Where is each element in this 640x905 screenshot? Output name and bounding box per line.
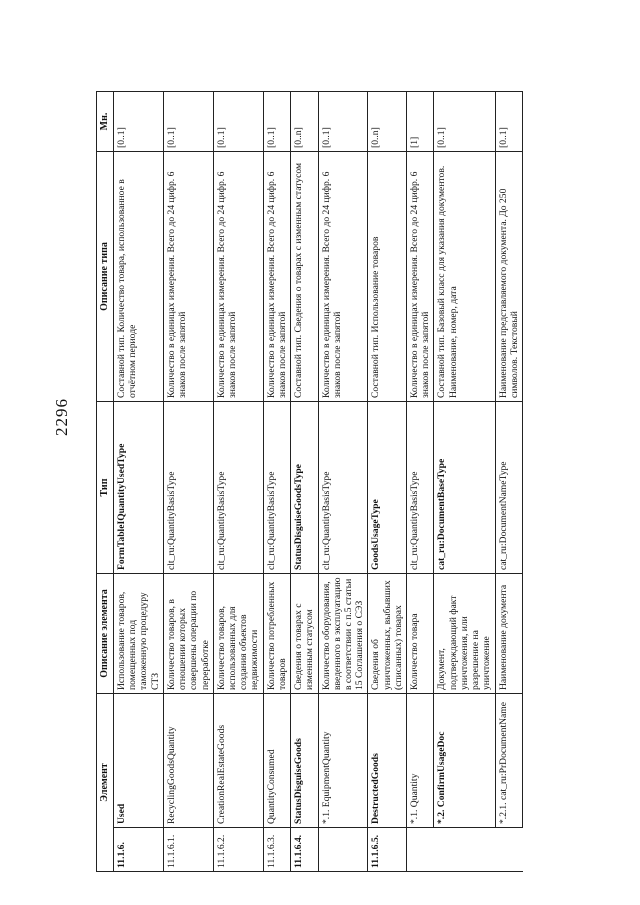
row-mult: [0..n] xyxy=(368,92,407,152)
row-mult: [0..1] xyxy=(263,92,290,152)
row-mult: [0..1] xyxy=(114,92,164,152)
row-element-desc: Документ, подтверждающий факт уничтожения, или разрешение на уничтожение xyxy=(434,574,495,694)
row-number: 11.1.6.4. xyxy=(291,828,318,872)
row-number: 11.1.6.2. xyxy=(213,828,263,872)
row-element-desc: Количество потребленных товаров xyxy=(263,574,290,694)
row-type-desc: Составной тип. Сведения о товарах с изменным статусом xyxy=(291,152,318,402)
row-type: cat_ru:DocumentNameType xyxy=(495,402,522,574)
row-number: 11.1.6. xyxy=(114,828,164,872)
row-type-desc: Количество в единицах измерения. Всего до 24 цифр. 6 знаков после запятой xyxy=(263,152,290,402)
table-row xyxy=(495,92,522,872)
row-type: StatusDisguiseGoodsType xyxy=(291,402,318,574)
row-type-desc: Количество в единицах измерения. Всего до 24 цифр. 6 знаков после запятой xyxy=(163,152,213,402)
rotated-table-container xyxy=(96,92,574,872)
row-type: clt_ru:QuantityBasisType xyxy=(163,402,213,574)
row-type-desc: Количество в единицах измерения. Всего до 24 цифр. 6 знаков после запятой xyxy=(318,152,368,402)
row-type-desc: Количество в единицах измерения. Всего до 24 цифр. 6 знаков после запятой xyxy=(213,152,263,402)
row-type: clt_ru:QuantityBasisType xyxy=(213,402,263,574)
row-type: GoodsUsageType xyxy=(368,402,407,574)
header-type: Тип xyxy=(97,402,114,574)
row-element: StatusDisguiseGoods xyxy=(291,694,318,828)
header-mult: Мн. xyxy=(97,92,114,152)
page-number: 2296 xyxy=(52,398,71,436)
row-type-desc: Составной тип. Использование товаров xyxy=(368,152,407,402)
row-element-desc: Сведения об уничтоженных, выбывших (списанных) товарах xyxy=(368,574,407,694)
row-type-desc: Составной тип. Количество товара, использованное в отчётном периоде xyxy=(114,152,164,402)
row-mult: [0..1] xyxy=(318,92,368,152)
table-row xyxy=(163,92,213,872)
table-row xyxy=(368,92,407,872)
row-element: RecyclingGoodsQuantity xyxy=(163,694,213,828)
table-row xyxy=(114,92,164,872)
row-element-desc: Количество оборудования, введенного в эксплуатацию в соответствии с п.5 статьи 15 Соглашения о СЭЗ xyxy=(318,574,368,694)
row-number: 11.1.6.3. xyxy=(263,828,290,872)
row-element-desc: Количество товаров, использованных для создания объектов недвижимости xyxy=(213,574,263,694)
element-table xyxy=(96,91,523,872)
row-element-desc: Наименование документа xyxy=(495,574,522,694)
row-element: Used xyxy=(114,694,164,828)
table-row xyxy=(318,92,368,872)
table-row xyxy=(291,92,318,872)
row-type-desc: Количество в единицах измерения. Всего до 24 цифр. 6 знаков после запятой xyxy=(407,152,434,402)
row-number xyxy=(318,828,368,872)
table-row xyxy=(434,92,495,872)
row-number xyxy=(434,828,495,872)
row-element: CreationRealEstateGoods xyxy=(213,694,263,828)
row-type: cat_ru:DocumentBaseType xyxy=(434,402,495,574)
row-number: 11.1.6.5. xyxy=(368,828,407,872)
row-type: clt_ru:QuantityBasisType xyxy=(407,402,434,574)
table-row xyxy=(407,92,434,872)
row-element: *.2.1. cat_ru:PrDocumentName xyxy=(495,694,522,828)
row-element-desc: Количество товара xyxy=(407,574,434,694)
row-element: QuantityConsumed xyxy=(263,694,290,828)
row-element-desc: Использование товаров, помещенных под таможенную процедуру СТЗ xyxy=(114,574,164,694)
row-type-desc: Составной тип. Базовый класс для указания документов. Наименование, номер, дата xyxy=(434,152,495,402)
header-element: Элемент xyxy=(97,694,114,872)
header-row xyxy=(97,92,114,872)
row-mult: [0..n] xyxy=(291,92,318,152)
row-type-desc: Наименование представляемого документа. До 250 символов. Текстовый xyxy=(495,152,522,402)
row-type: FormTableIQuantityUsedType xyxy=(114,402,164,574)
row-element-desc: Количество товаров, в отношении которых совершены операции по переработке xyxy=(163,574,213,694)
row-type: clt_ru:QuantityBasisType xyxy=(263,402,290,574)
row-mult: [0..1] xyxy=(213,92,263,152)
row-type: clt_ru:QuantityBasisType xyxy=(318,402,368,574)
row-mult: [0..1] xyxy=(163,92,213,152)
row-element-desc: Сведения о товарах с изменным статусом xyxy=(291,574,318,694)
table-row xyxy=(263,92,290,872)
row-mult: [1] xyxy=(407,92,434,152)
row-mult: [0..1] xyxy=(495,92,522,152)
row-element: *.1. Quantity xyxy=(407,694,434,828)
row-number xyxy=(407,828,434,872)
table-row xyxy=(213,92,263,872)
header-element-desc: Описание элемента xyxy=(97,574,114,694)
row-mult: [0..1] xyxy=(434,92,495,152)
row-number: 11.1.6.1. xyxy=(163,828,213,872)
row-number xyxy=(495,828,522,872)
row-element: *.1. EquipmentQuantity xyxy=(318,694,368,828)
header-type-desc: Описание типа xyxy=(97,152,114,402)
row-element: *.2. ConfirmUsageDoc xyxy=(434,694,495,828)
row-element: DestructedGoods xyxy=(368,694,407,828)
